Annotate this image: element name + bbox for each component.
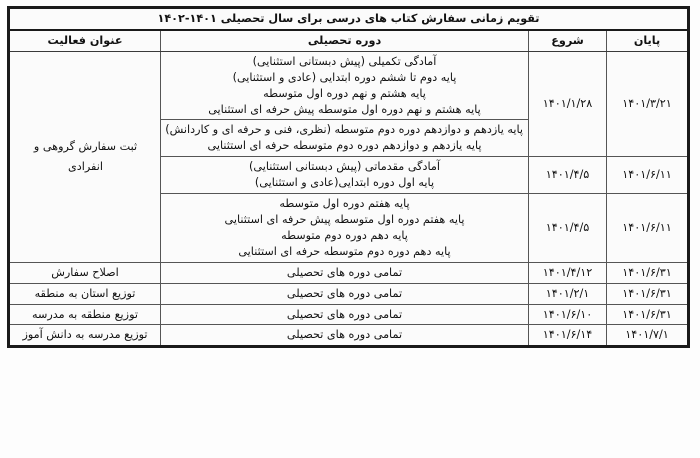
table-head (8, 8, 688, 52)
level-line: پایه هفتم دوره اول متوسطه (279, 197, 410, 211)
end-date: ۱۴۰۱/۶/۳۱ (607, 304, 689, 325)
level-line: تمامی دوره های تحصیلی (286, 307, 403, 321)
level-line: پایه اول دوره ابتدایی(عادی و استثنایی) (254, 176, 435, 190)
activity-title-order-correction: اصلاح سفارش (8, 262, 160, 283)
start-date: ۱۴۰۱/۱/۲۸ (529, 51, 607, 156)
level-line: پایه یازدهم و دوازدهم دوره دوم متوسطه (نظری، فنی و حرفه ای و کاردانش) (165, 123, 523, 137)
level-list (161, 262, 529, 283)
table-row (8, 51, 688, 120)
level-line: آمادگی تکمیلی (پیش دبستانی استثنایی) (252, 54, 437, 68)
end-date: ۱۴۰۱/۶/۳۱ (607, 262, 689, 283)
column-header-start: شروع (529, 30, 607, 51)
table-row (8, 262, 688, 283)
level-line: پایه دهم دوره دوم متوسطه حرفه ای استثنایی (238, 244, 451, 258)
title-row (8, 8, 688, 30)
level-line: پایه دوم تا ششم دوره ابتدایی (عادی و استثنایی) (232, 70, 457, 84)
level-list (161, 194, 529, 263)
table-row (8, 325, 688, 347)
level-line: پایه هشتم و نهم دوره اول متوسطه پیش حرفه ای استثنایی (208, 102, 481, 116)
column-header-activity: عنوان فعالیت (8, 30, 160, 51)
level-line: پایه یازدهم و دوازدهم دوره دوم متوسطه حرفه ای استثنایی (207, 139, 482, 153)
start-date: ۱۴۰۱/۴/۱۲ (529, 262, 607, 283)
end-date: ۱۴۰۱/۶/۱۱ (607, 194, 689, 263)
page-title: تقویم زمانی سفارش کتاب های درسی برای سال تحصیلی ۱۴۰۱-۱۴۰۲ (8, 8, 688, 30)
start-date: ۱۴۰۱/۴/۵ (529, 157, 607, 194)
level-list (161, 283, 529, 304)
level-line: پایه هفتم دوره اول متوسطه پیش حرفه ای استثنایی (224, 212, 465, 226)
activity-title-district-to-school: توزیع منطقه به مدرسه (8, 304, 160, 325)
end-date: ۱۴۰۱/۷/۱ (607, 325, 689, 347)
level-line: پایه هشتم و نهم دوره اول متوسطه (263, 86, 426, 100)
start-date: ۱۴۰۱/۲/۱ (529, 283, 607, 304)
table-body (8, 51, 688, 347)
schedule-table (7, 6, 690, 348)
level-line: تمامی دوره های تحصیلی (286, 265, 403, 279)
level-line: تمامی دوره های تحصیلی (286, 286, 403, 300)
start-date: ۱۴۰۱/۶/۱۴ (529, 325, 607, 347)
start-date: ۱۴۰۱/۶/۱۰ (529, 304, 607, 325)
end-date: ۱۴۰۱/۶/۳۱ (607, 283, 689, 304)
level-list (161, 157, 529, 194)
activity-title-school-to-student: توزیع مدرسه به دانش آموز (8, 325, 160, 347)
activity-title-group-order: ثبت سفارش گروهی و انفرادی (8, 51, 160, 262)
table-row (8, 304, 688, 325)
level-list (161, 304, 529, 325)
end-date: ۱۴۰۱/۶/۱۱ (607, 157, 689, 194)
header-row (8, 30, 688, 51)
end-date: ۱۴۰۱/۳/۲۱ (607, 51, 689, 156)
level-line: تمامی دوره های تحصیلی (286, 328, 403, 342)
activity-title-province-to-district: توزیع استان به منطقه (8, 283, 160, 304)
level-list (161, 120, 529, 157)
level-list (161, 325, 529, 347)
level-list (161, 51, 529, 120)
start-date: ۱۴۰۱/۴/۵ (529, 194, 607, 263)
column-header-level: دوره تحصیلی (161, 30, 529, 51)
level-line: پایه دهم دوره دوم متوسطه (281, 228, 408, 242)
table-row (8, 283, 688, 304)
column-header-end: پایان (607, 30, 689, 51)
level-line: آمادگی مقدماتی (پیش دبستانی استثنایی) (249, 160, 440, 174)
